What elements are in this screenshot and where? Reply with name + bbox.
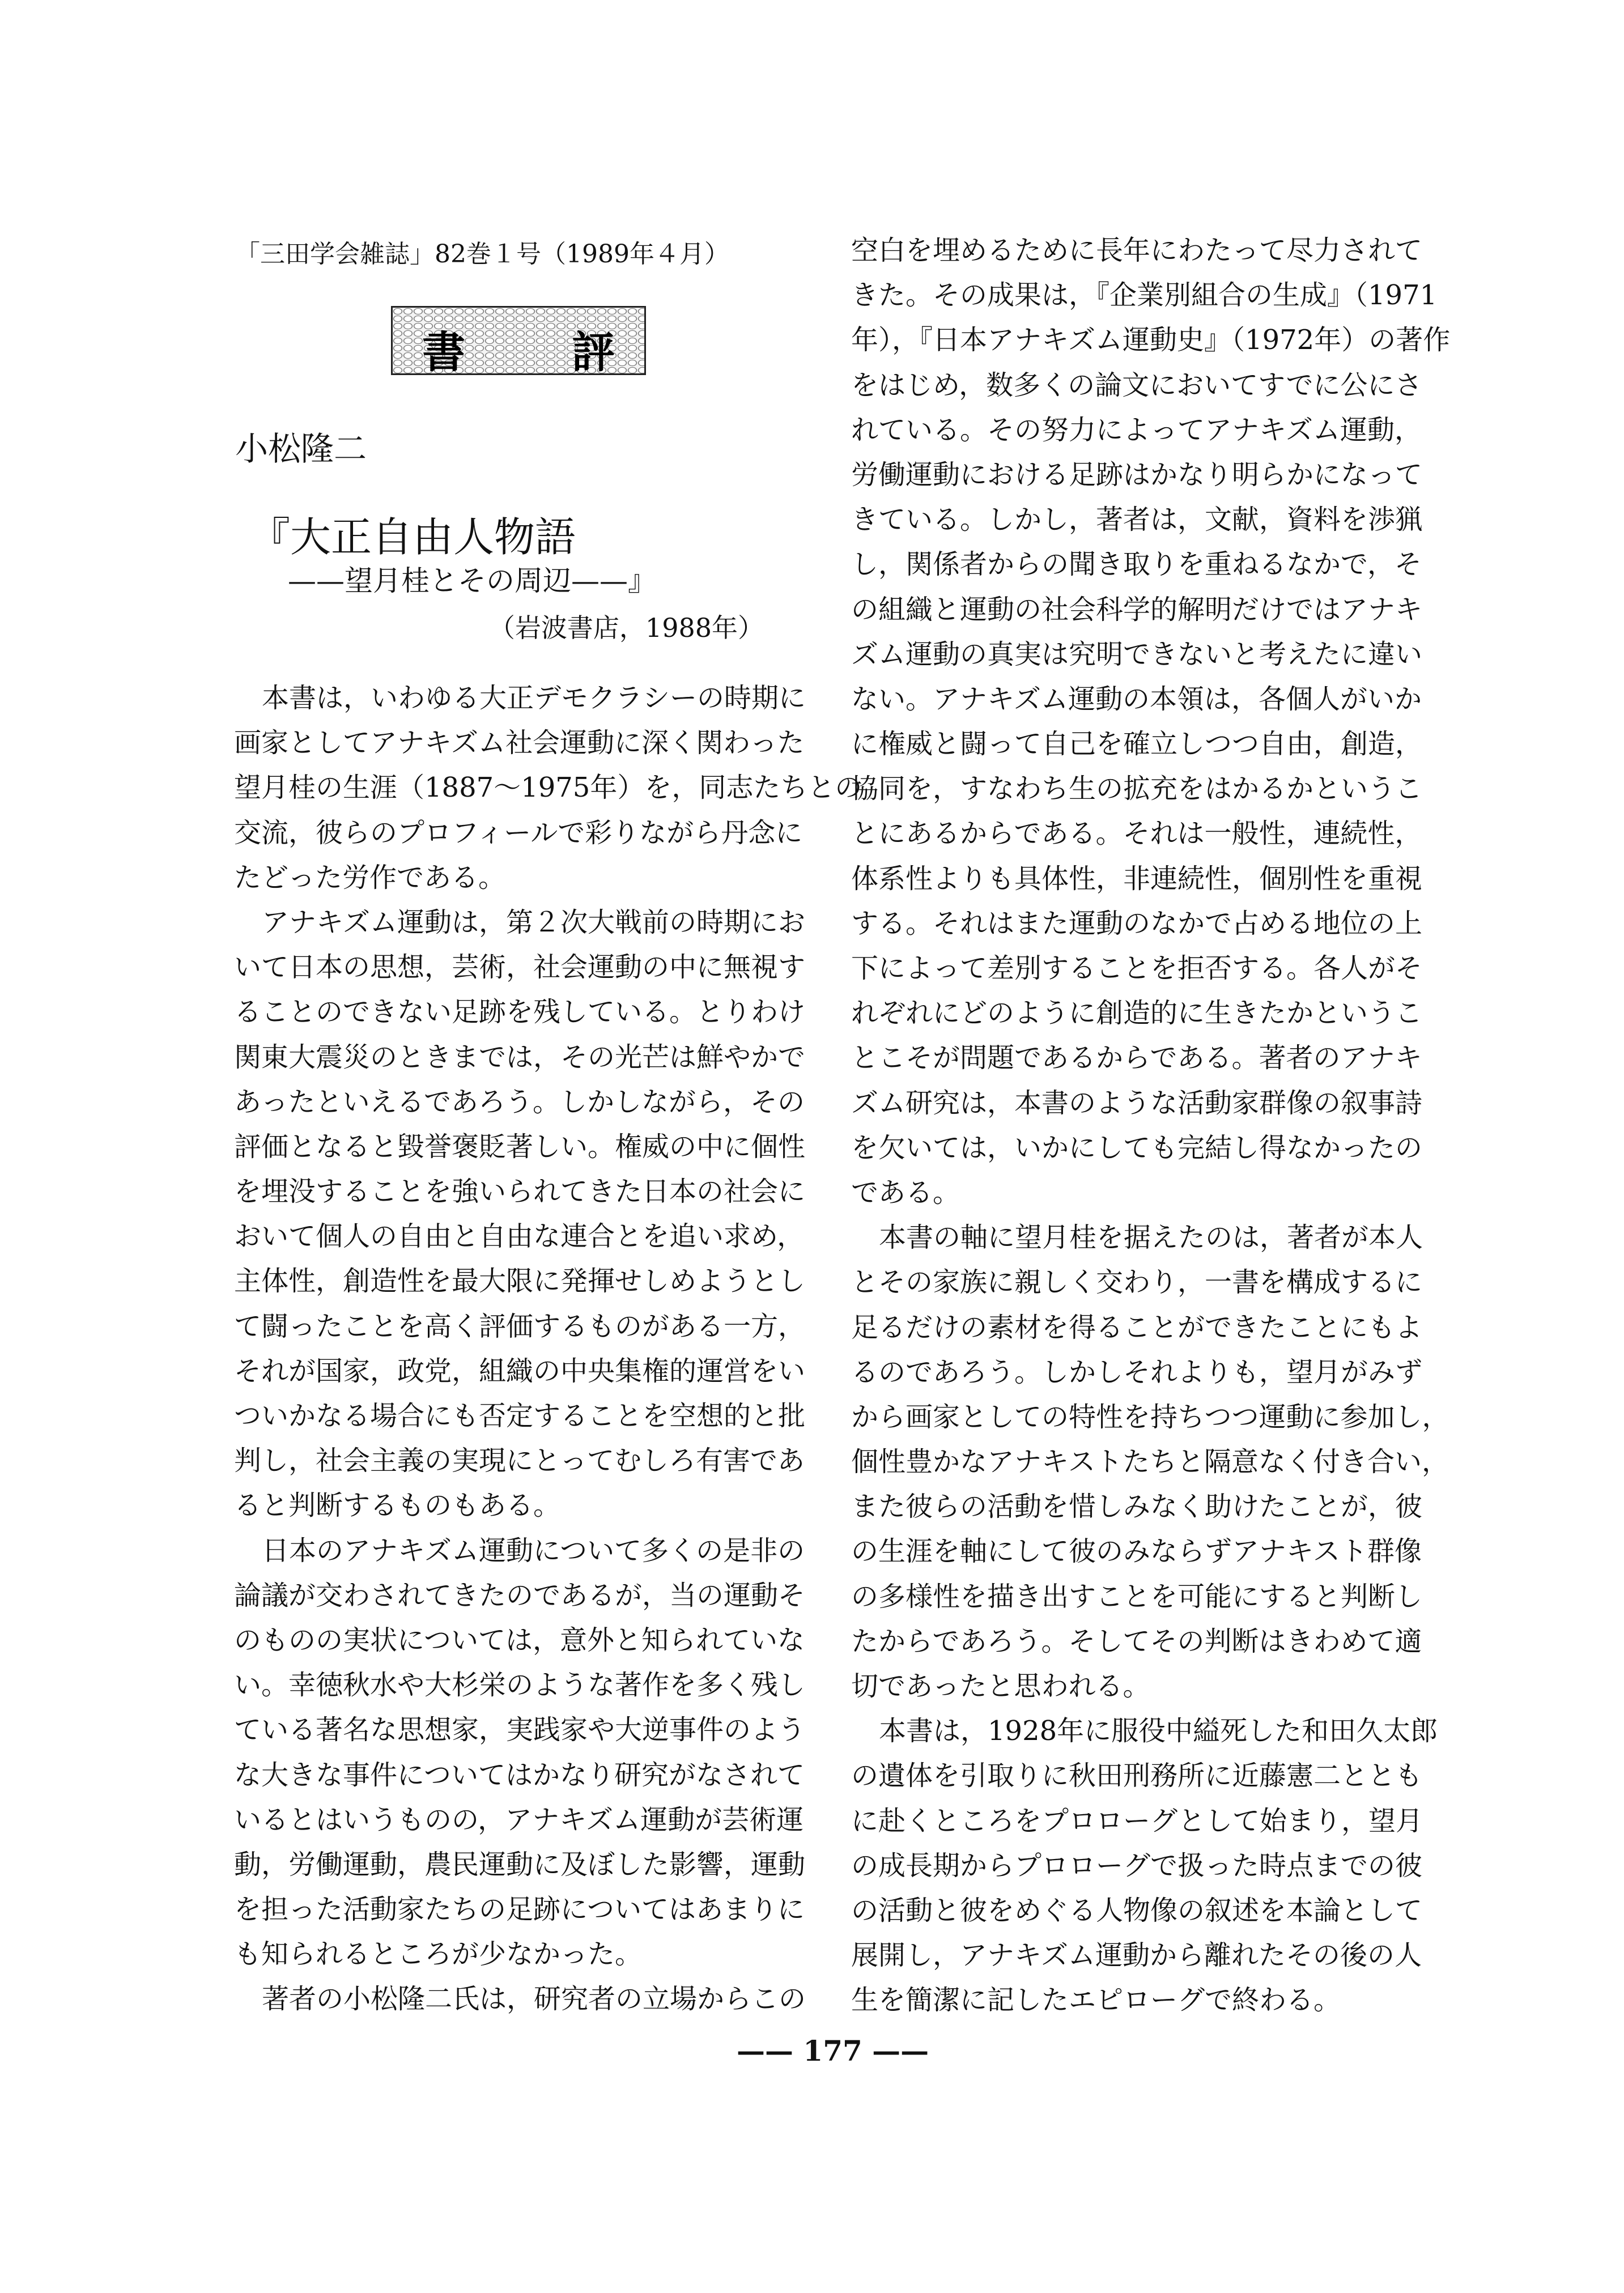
text-line: である。: [851, 1176, 960, 1209]
text-line: 主体性，創造性を最大限に発揮せしめようとし: [234, 1265, 806, 1297]
text-line: 交流，彼らのプロフィールで彩りながら丹念に: [234, 816, 803, 849]
text-line: きている。しかし，著者は，文献，資料を渉猟: [851, 504, 1423, 536]
text-line: 年），『日本アナキズム運動史』（1972年）の著作: [851, 324, 1451, 356]
book-subtitle: ——望月桂とその周辺——』: [288, 564, 656, 597]
text-line: な大きな事件についてはかなり研究がなされて: [234, 1759, 805, 1791]
text-line: いるとはいうものの，アナキズム運動が芸術運: [234, 1803, 804, 1836]
text-line: 著者の小松隆二氏は，研究者の立場からこの: [262, 1983, 806, 2015]
journal-citation-header: 「三田学会雑誌」82巻１号（1989年４月）: [235, 240, 729, 269]
text-line: たからであろう。そしてその判断はきわめて適: [851, 1625, 1422, 1657]
text-line: ついかなる場合にも否定することを空想的と批: [234, 1400, 806, 1432]
text-line: 画家としてアナキズム社会運動に深く関わった: [234, 727, 805, 759]
text-line: から画家としての特性を持ちつつ運動に参加し，: [851, 1401, 1449, 1433]
text-line: とにあるからである。それは一般性，連続性，: [851, 818, 1422, 850]
text-line: 本書は，いわゆる大正デモクラシーの時期に: [262, 682, 806, 714]
text-line: おいて個人の自由と自由な連合とを追い求め，: [234, 1220, 805, 1253]
text-line: ズム運動の真実は究明できないと考えたに違い: [851, 638, 1423, 670]
section-label-char: 書: [422, 327, 465, 377]
text-line: 空白を埋めるために長年にわたって尽力されて: [851, 235, 1423, 266]
text-line: い。幸徳秋水や大杉栄のような著作を多く残し: [234, 1669, 806, 1701]
book-review-section-label: [391, 306, 646, 375]
text-line: ズム研究は，本書のような活動家群像の叙事詩: [851, 1087, 1423, 1119]
text-line: の生涯を軸にして彼のみならずアナキスト群像: [851, 1535, 1422, 1568]
text-line: の多様性を描き出すことを可能にすると判断し: [851, 1580, 1423, 1613]
right-text-column: [851, 228, 1451, 2023]
text-line: 望月桂の生涯（1887〜1975年）を，同志たちとの: [234, 772, 862, 804]
text-line: 生を簡潔に記したエピローグで終わる。: [851, 1984, 1341, 2017]
text-line: の成長期からプロローグで扱った時点までの彼: [851, 1849, 1423, 1882]
book-title: 『大正自由人物語: [249, 513, 576, 561]
text-line: とこそが問題であるからである。著者のアナキ: [851, 1042, 1422, 1074]
text-line: のものの実状については，意外と知られていな: [234, 1624, 805, 1656]
text-line: るのであろう。しかしそれよりも，望月がみず: [851, 1356, 1423, 1388]
page-number: —— 177 ——: [737, 2034, 929, 2067]
text-line: 本書の軸に望月桂を据えたのは，著者が本人: [879, 1222, 1423, 1254]
text-line: ない。アナキズム運動の本領は，各個人がいか: [851, 683, 1422, 715]
text-line: をはじめ，数多くの論文においてすでに公にさ: [851, 369, 1422, 401]
text-line: 切であったと思われる。: [851, 1670, 1150, 1702]
text-line: アナキズム運動は，第２次大戦前の時期にお: [262, 906, 806, 938]
reviewer-name: 小松隆二: [235, 429, 367, 468]
text-line: を欠いては，いかにしても完結し得なかったの: [851, 1131, 1423, 1164]
text-line: たどった労作である。: [234, 861, 506, 894]
text-line: 本書は，1928年に服役中縊死した和田久太郎: [879, 1715, 1438, 1747]
text-line: きた。その成果は，『企業別組合の生成』（1971: [851, 279, 1438, 312]
text-line: ることのできない足跡を残している。とりわけ: [234, 996, 806, 1028]
text-line: に赴くところをプロローグとして始まり，望月: [851, 1805, 1423, 1837]
text-line: 体系性よりも具体性，非連続性，個別性を重視: [851, 862, 1423, 895]
text-line: 関東大震災のときまでは，その光芒は鮮やかで: [234, 1041, 806, 1073]
text-line: それが国家，政党，組織の中央集権的運営をい: [234, 1355, 806, 1387]
text-line: れぞれにどのように創造的に生きたかというこ: [851, 997, 1423, 1029]
text-line: ている著名な思想家，実践家や大逆事件のよう: [234, 1714, 806, 1746]
publisher-info: （岩波書店，1988年）: [488, 612, 764, 643]
text-line: 評価となると毀誉褒貶著しい。権威の中に個性: [234, 1130, 806, 1163]
text-line: の組織と運動の社会科学的解明だけではアナキ: [851, 593, 1423, 626]
text-line: 協同を，すなわち生の拡充をはかるかというこ: [851, 773, 1423, 805]
text-line: 労働運動における足跡はかなり明らかになって: [851, 458, 1423, 491]
text-line: も知られるところが少なかった。: [234, 1938, 643, 1971]
text-line: 足るだけの素材を得ることができたことにもよ: [851, 1311, 1423, 1343]
text-line: に権威と闘って自己を確立しつつ自由，創造，: [851, 728, 1423, 760]
section-label-char: 評: [572, 327, 615, 377]
text-line: また彼らの活動を惜しみなく助けたことが，彼: [851, 1491, 1423, 1523]
text-line: 日本のアナキズム運動について多くの是非の: [262, 1534, 805, 1567]
text-line: て闘ったことを高く評価するものがある一方，: [234, 1310, 806, 1342]
text-line: 論議が交わされてきたのであるが，当の運動そ: [234, 1579, 806, 1611]
text-line: を埋没することを強いられてきた日本の社会に: [234, 1176, 806, 1208]
text-line: あったといえるであろう。しかしながら，その: [234, 1086, 805, 1118]
text-line: の活動と彼をめぐる人物像の叙述を本論として: [851, 1894, 1423, 1926]
text-line: 展開し，アナキズム運動から離れたその後の人: [851, 1939, 1422, 1972]
text-line: 下によって差別することを拒否する。各人がそ: [851, 952, 1423, 984]
text-line: ると判断するものもある。: [234, 1490, 561, 1522]
text-line: 個性豊かなアナキストたちと隔意なく付き合い，: [851, 1446, 1449, 1478]
text-line: れている。その努力によってアナキズム運動，: [851, 414, 1422, 446]
text-line: 判し，社会主義の実現にとってむしろ有害であ: [234, 1445, 805, 1477]
text-line: の遺体を引取りに秋田刑務所に近藤憲二ととも: [851, 1760, 1423, 1792]
text-line: する。それはまた運動のなかで占める地位の上: [851, 907, 1423, 939]
text-line: いて日本の思想，芸術，社会運動の中に無視す: [234, 951, 806, 984]
text-line: し，関係者からの聞き取りを重ねるなかで，そ: [851, 548, 1422, 581]
left-text-column: [234, 676, 862, 2022]
text-line: 動，労働運動，農民運動に及ぼした影響，運動: [234, 1848, 806, 1881]
text-line: とその家族に親しく交わり，一書を構成するに: [851, 1266, 1423, 1299]
text-line: を担った活動家たちの足跡についてはあまりに: [234, 1894, 805, 1926]
